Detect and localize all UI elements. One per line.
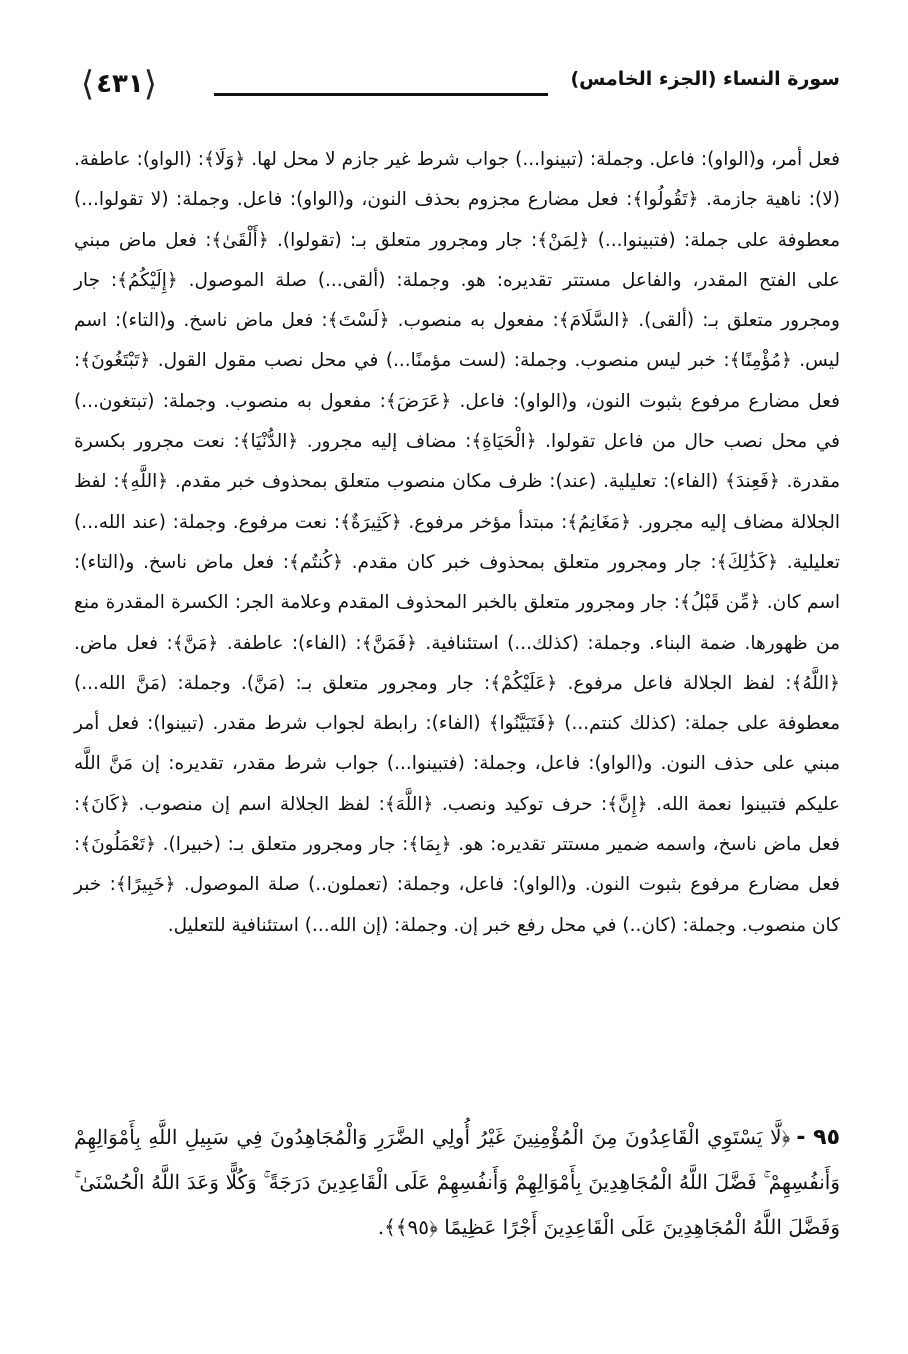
verse-block (74, 1115, 840, 1250)
right-brace-ornament: ⟩ (143, 64, 160, 104)
header-rule (214, 93, 548, 96)
verse-text: ﴿لَّا يَسْتَوِي الْقَاعِدُونَ مِنَ الْمُؤْمِنِينَ غَيْرُ أُولِي الضَّرَرِ وَالْمُجَاهِدُونَ فِي سَبِيلِ اللَّهِ بِأَمْوَالِهِمْ وَأَنفُسِهِمْ ۚ فَضَّلَ اللَّهُ الْمُجَاهِدِينَ بِأَمْوَالِهِمْ وَأَنفُسِهِمْ عَلَى الْقَاعِدِينَ دَرَجَةً ۚ وَكُلًّا وَعَدَ اللَّهُ الْحُسْنَىٰ ۚ وَفَضَّلَ اللَّهُ الْمُجَاهِدِينَ عَلَى الْقَاعِدِينَ أَجْرًا عَظِيمًا ﴿٩٥﴾﴾. (74, 1125, 840, 1239)
commentary-body (74, 140, 840, 946)
page-number: ٤٣١ (96, 69, 144, 99)
commentary-paragraph: فعل أمر، و(الواو): فاعل. وجملة: (تبينوا...) جواب شرط غير جازم لا محل لها. ﴿وَلَا﴾: (الواو): عاطفة. (لا): ناهية جازمة. ﴿تَقُولُوا﴾: فعل مضارع مجزوم بحذف النون، و(الواو): فاعل. وجملة: (لا تقولوا...) معطوفة على جملة: (فتبينوا...) ﴿لِمَنْ﴾: جار ومجرور متعلق بـ: (تقولوا). ﴿أَلْقَىٰ﴾: فعل ماض مبني على الفتح المقدر، والفاعل مستتر تقديره: هو. وجملة: (ألقى...) صلة الموصول. ﴿إِلَيْكُمُ﴾: جار ومجرور متعلق بـ: (ألقى). ﴿السَّلَامَ﴾: مفعول به منصوب. ﴿لَسْتَ﴾: فعل ماض ناسخ. و(التاء): اسم ليس. ﴿مُؤْمِنًا﴾: خبر ليس منصوب. وجملة: (لست مؤمنًا...) في محل نصب مقول القول. ﴿تَبْتَغُونَ﴾: فعل مضارع مرفوع بثبوت النون، و(الواو): فاعل. ﴿عَرَضَ﴾: مفعول به منصوب. وجملة: (تبتغون...) في محل نصب حال من فاعل تقولوا. ﴿الْحَيَاةِ﴾: مضاف إليه مجرور. ﴿الدُّنْيَا﴾: نعت مجرور بكسرة مقدرة. ﴿فَعِندَ﴾ (الفاء): تعليلية. (عند): ظرف مكان منصوب متعلق بمحذوف خبر مقدم. ﴿اللَّهِ﴾: لفظ الجلالة مضاف إليه مجرور. ﴿مَغَانِمُ﴾: مبتدأ مؤخر مرفوع. ﴿كَثِيرَةٌ﴾: نعت مرفوع. وجملة: (عند الله...) تعليلية. ﴿كَذَٰلِكَ﴾: جار ومجرور متعلق بمحذوف خبر كان مقدم. ﴿كُنتُم﴾: فعل ماض ناسخ. و(التاء): اسم كان. ﴿مِّن قَبْلُ﴾: جار ومجرور متعلق بالخبر المحذوف المقدم وعلامة الجر: الكسرة المقدرة منع من ظهورها. ضمة البناء. وجملة: (كذلك...) استئنافية. ﴿فَمَنَّ﴾: (الفاء): عاطفة. ﴿مَنَّ﴾: فعل ماض. ﴿اللَّهُ﴾: لفظ الجلالة فاعل مرفوع. ﴿عَلَيْكُمْ﴾: جار ومجرور متعلق بـ: (مَنَّ). وجملة: (مَنَّ الله...) معطوفة على جملة: (كذلك كنتم...) ﴿فَتَبَيَّنُوا﴾ (الفاء): رابطة لجواب شرط مقدر. (تبينوا): فعل أمر مبني على حذف النون. و(الواو): فاعل، وجملة: (فتبينوا...) جواب شرط مقدر، تقديره: إن مَنَّ اللَّه عليكم فتبينوا نعمة الله. ﴿إِنَّ﴾: حرف توكيد ونصب. ﴿اللَّهَ﴾: لفظ الجلالة اسم إن منصوب. ﴿كَانَ﴾: فعل ماض ناسخ، واسمه ضمير مستتر تقديره: هو. ﴿بِمَا﴾: جار ومجرور متعلق بـ: (خبيرا). ﴿تَعْمَلُونَ﴾: فعل مضارع مرفوع بثبوت النون. و(الواو): فاعل، وجملة: (تعملون..) صلة الموصول. ﴿خَبِيرًا﴾: خبر كان منصوب. وجملة: (كان..) في محل رفع خبر إن. وجملة: (إن الله...) استئنافية للتعليل. (74, 149, 840, 936)
page-number-badge (72, 64, 168, 104)
page-header (72, 62, 840, 114)
verse-paragraph (74, 1115, 840, 1250)
running-title: سورة النساء (الجزء الخامس) (570, 68, 840, 90)
left-brace-ornament: ⟨ (80, 64, 97, 104)
verse-number: ٩٥ - (796, 1125, 840, 1150)
